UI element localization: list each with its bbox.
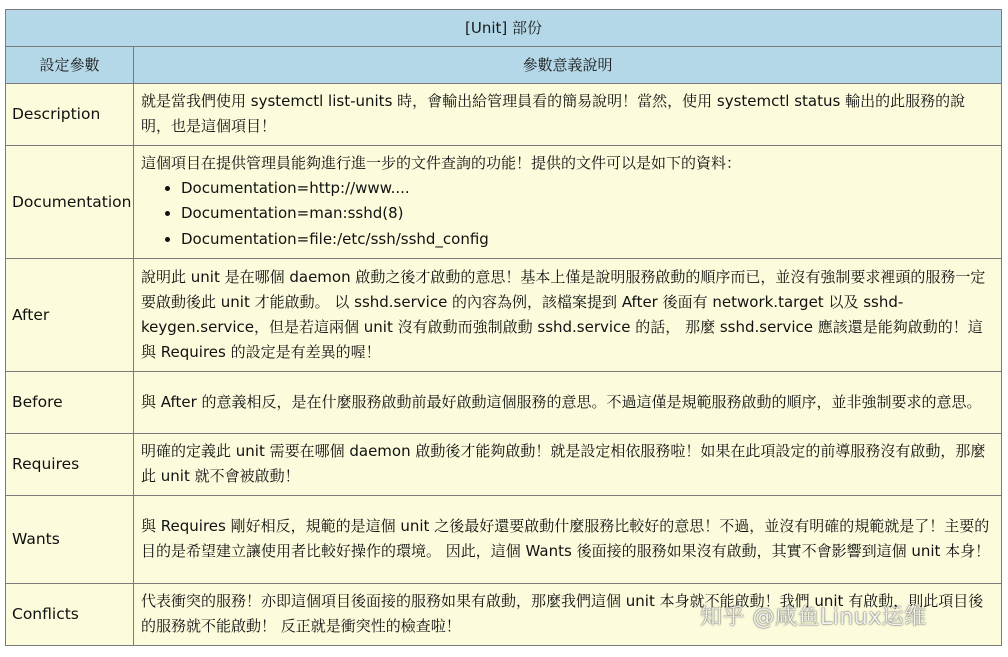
param-requires: Requires [6, 434, 134, 496]
param-documentation: Documentation [6, 146, 134, 259]
table-row [6, 372, 1002, 434]
table-row [6, 146, 1002, 259]
table-row [6, 434, 1002, 496]
param-conflicts: Conflicts [6, 584, 134, 646]
table-header-row [6, 47, 1002, 84]
param-before: Before [6, 372, 134, 434]
documentation-list [141, 176, 994, 253]
unit-section-table-frame [5, 9, 1001, 645]
watermark: 知乎 @咸鱼Linux运维 [700, 605, 927, 630]
desc-conflicts: 代表衝突的服務！亦即這個項目後面接的服務如果有啟動，那麼我們這個 unit 本身就不能啟動！我們 unit 有啟動，則此項目後的服務就不能啟動！ 反正就是衝突性的檢查啦！ [134, 584, 1002, 646]
desc-documentation [134, 146, 1002, 259]
desc-documentation-text: 這個項目在提供管理員能夠進行進一步的文件查詢的功能！提供的文件可以是如下的資料： [141, 153, 742, 172]
param-after: After [6, 259, 134, 372]
param-description: Description [6, 84, 134, 146]
table-caption: [Unit] 部份 [6, 10, 1002, 47]
list-item: • Documentation=file:/etc/ssh/sshd_config [181, 227, 994, 253]
header-param: 設定參數 [6, 47, 134, 84]
list-item: • Documentation=http://www.... [181, 176, 994, 202]
table-row [6, 84, 1002, 146]
desc-wants: 與 Requires 剛好相反，規範的是這個 unit 之後最好還要啟動什麼服務比較好的意思！不過，並沒有明確的規範就是了！主要的目的是希望建立讓使用者比較好操作的環境。 因此，這個 Wants 後面接的服務如果沒有啟動，其實不會影響到這個 unit 本身！ [134, 496, 1002, 584]
desc-requires: 明確的定義此 unit 需要在哪個 daemon 啟動後才能夠啟動！就是設定相依服務啦！如果在此項設定的前導服務沒有啟動，那麼此 unit 就不會被啟動！ [134, 434, 1002, 496]
unit-section-table [5, 9, 1002, 646]
desc-before: 與 After 的意義相反，是在什麼服務啟動前最好啟動這個服務的意思。不過這僅是規範服務啟動的順序，並非強制要求的意思。 [134, 372, 1002, 434]
param-wants: Wants [6, 496, 134, 584]
table-row [6, 259, 1002, 372]
table-row [6, 496, 1002, 584]
desc-after: 說明此 unit 是在哪個 daemon 啟動之後才啟動的意思！基本上僅是說明服務啟動的順序而已，並沒有強制要求裡頭的服務一定要啟動後此 unit 才能啟動。 以 sshd.service 的內容為例，該檔案提到 After 後面有 network.target 以及 sshd-keygen.service，但是若這兩個 unit 沒有啟動而強制啟動 sshd.service 的話， 那麼 sshd.service 應該還是能夠啟動的！這與 Requires 的設定是有差異的喔！ [134, 259, 1002, 372]
table-caption-row [6, 10, 1002, 47]
desc-description: 就是當我們使用 systemctl list-units 時，會輸出給管理員看的簡易說明！當然，使用 systemctl status 輸出的此服務的說明，也是這個項目！ [134, 84, 1002, 146]
header-desc: 參數意義說明 [134, 47, 1002, 84]
list-item: • Documentation=man:sshd(8) [181, 201, 994, 227]
